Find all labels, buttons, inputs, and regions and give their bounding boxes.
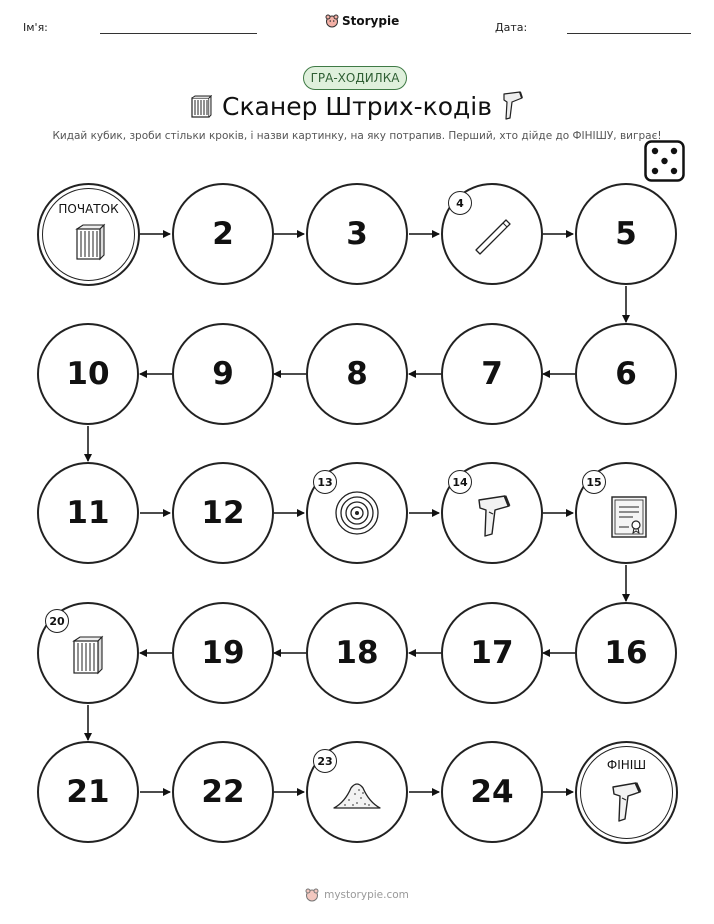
space-number: 2 (212, 216, 234, 252)
storypie-mascot-icon (305, 888, 319, 902)
space-number: 3 (346, 216, 368, 252)
board-space-8[interactable] (306, 323, 408, 425)
space-number-badge: 13 (313, 470, 337, 494)
certificate-icon (609, 494, 649, 540)
space-number: 18 (335, 635, 379, 671)
board-space-9[interactable] (172, 323, 274, 425)
board-space-10[interactable] (37, 323, 139, 425)
board-space-12[interactable] (172, 462, 274, 564)
board-space-21[interactable] (37, 741, 139, 843)
barcode-block-icon (74, 223, 106, 261)
space-number: 5 (615, 216, 637, 252)
finish-label: ФІНІШ (606, 758, 647, 772)
board-space-5[interactable] (575, 183, 677, 285)
space-number: 11 (66, 495, 110, 531)
board-space-24[interactable] (441, 741, 543, 843)
board-space-11[interactable] (37, 462, 139, 564)
space-number: 19 (201, 635, 245, 671)
page-title: Сканер Штрих-кодів (221, 92, 492, 121)
board-space-22[interactable] (172, 741, 274, 843)
space-number: 6 (615, 356, 637, 392)
space-number: 7 (481, 356, 503, 392)
space-number-badge: 14 (448, 470, 472, 494)
space-number-badge: 15 (582, 470, 606, 494)
board-space-19[interactable] (172, 602, 274, 704)
name-label: Ім'я: (23, 21, 48, 34)
date-label: Дата: (495, 21, 528, 34)
space-number: 8 (346, 356, 368, 392)
sand-pile-icon (331, 778, 383, 814)
space-number-badge: 23 (313, 749, 337, 773)
finish-space[interactable] (575, 741, 678, 844)
barcode-scanner-icon (609, 779, 645, 825)
footer-url[interactable]: mystorypie.com (324, 889, 409, 901)
brand-name: Storypie (342, 14, 400, 28)
space-number: 21 (66, 774, 110, 810)
space-number: 22 (201, 774, 245, 810)
space-number: 9 (212, 356, 234, 392)
board-space-2[interactable] (172, 183, 274, 285)
footer (0, 888, 714, 902)
space-number: 17 (470, 635, 514, 671)
space-number-badge: 20 (45, 609, 69, 633)
space-number: 16 (604, 635, 648, 671)
space-number: 10 (66, 356, 110, 392)
board-space-3[interactable] (306, 183, 408, 285)
start-label: ПОЧАТОК (58, 202, 119, 216)
game-type-badge: ГРА-ХОДИЛКА (303, 66, 407, 90)
start-space[interactable] (37, 183, 140, 286)
wand-icon (470, 212, 514, 256)
barcode-scanner-icon (475, 492, 515, 540)
board-space-7[interactable] (441, 323, 543, 425)
space-number: 24 (470, 774, 514, 810)
board-space-16[interactable] (575, 602, 677, 704)
space-number-badge: 4 (448, 191, 472, 215)
board-space-17[interactable] (441, 602, 543, 704)
target-icon (333, 489, 381, 537)
board-space-18[interactable] (306, 602, 408, 704)
space-number: 12 (201, 495, 245, 531)
board-space-6[interactable] (575, 323, 677, 425)
barcode-block-icon (71, 635, 105, 675)
instructions: Кидай кубик, зроби стільки кроків, і назви картинку, на яку потрапив. Перший, хто дійде до ФІНІШУ, виграє! (52, 130, 662, 142)
